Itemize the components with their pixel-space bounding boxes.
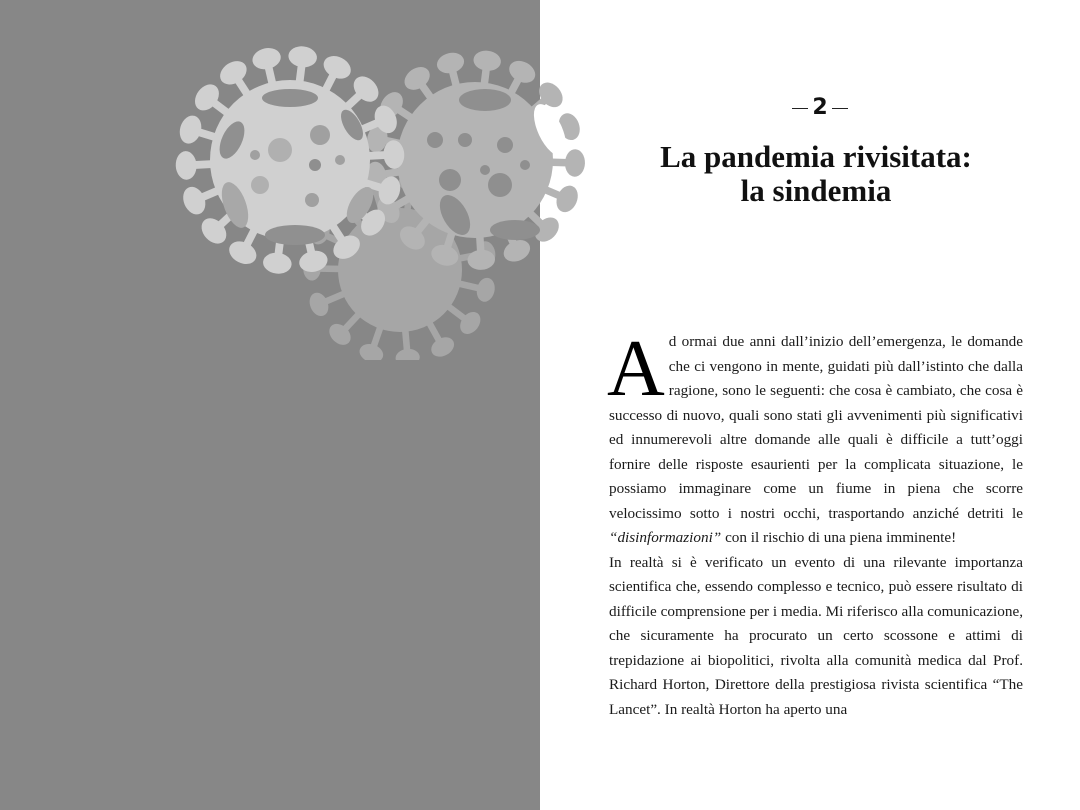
chapter-number-text: 2 (812, 95, 828, 120)
chapter-number (780, 94, 860, 122)
chapter-title-line1: La pandemia rivisitata: (660, 139, 972, 174)
paragraph-1-start: d ormai due anni dall’inizio dell’emergenza, le domande che ci vengono in mente, guidati più dall’istinto che dalla ragione, sono le seguenti: che cosa è cambiato, che cosa è successo di nuovo, quali sono stati gli avvenimenti più significativi ed innumerevoli altre domande alle quali è difficile a tutt’oggi fornire delle risposte esaurienti per la complicata situazione, le possiamo immaginare come un fiume in piena che scorre velocissimo sotto i nostri occhi, trasportando anziché detriti le (609, 333, 1023, 522)
paragraph-1 (607, 325, 1023, 551)
body-text (607, 325, 1023, 722)
chapter-title-line2: la sindemia (740, 173, 892, 208)
chapter-title (610, 140, 1022, 208)
coronavirus-illustration-icon (170, 20, 640, 360)
paragraph-1-italic: “disinformazioni” (609, 529, 722, 546)
paragraph-2: In realtà si è verificato un evento di una rilevante importanza scientifica che, essendo complesso e tecnico, può essere risultato di difficile comprensione per i media. Mi riferisco alla comunicazione, che sicuramente ha procurato un certo scossone e attimi di trepidazione ai biopolitici, rivolta alla comunità medica dal Prof. Richard Horton, Direttore della prestigiosa rivista scientifica “The Lancet”. In realtà Horton ha aperto una (609, 553, 1023, 718)
dash-right (832, 108, 848, 109)
paragraph-1-end: con il rischio di una piena imminente! (721, 529, 957, 546)
drop-cap: A (607, 325, 665, 413)
dash-left (792, 108, 808, 109)
